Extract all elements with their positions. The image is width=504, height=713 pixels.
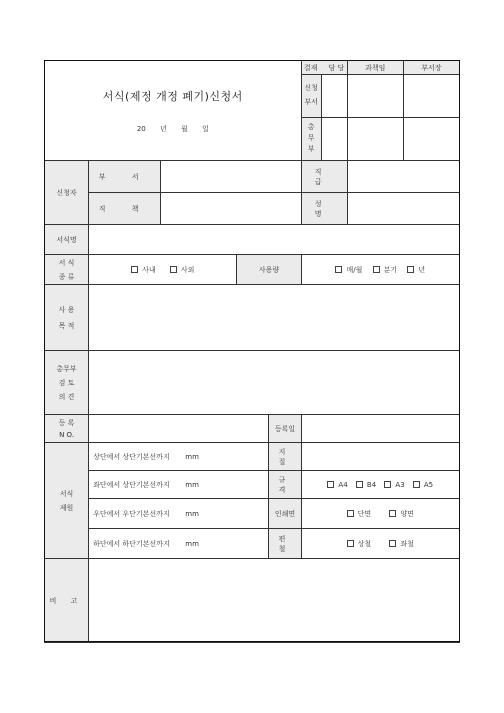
size-b4[interactable]: B4 — [356, 481, 376, 489]
form-title-cell — [45, 61, 302, 161]
size-options — [301, 471, 459, 499]
approval-sign-manager-2[interactable] — [347, 118, 403, 161]
spec-margin-bottom[interactable]: 하단에서 하단기본선까지 mm — [89, 529, 269, 559]
approval-col-manager: 과책임 — [347, 61, 403, 75]
checkbox-icon — [384, 481, 391, 488]
checkbox-icon — [131, 266, 138, 273]
print-double[interactable]: 양면 — [389, 509, 414, 519]
register-date-label: 등록일 — [269, 415, 301, 443]
paper-field[interactable] — [301, 443, 459, 471]
approval-header: 결재 담 당 — [301, 61, 347, 75]
form-type-options — [89, 255, 237, 285]
applicant-dept-field[interactable] — [161, 161, 301, 193]
bind-label: 편 철 — [269, 529, 301, 559]
checkbox-icon — [327, 481, 334, 488]
applicant-dept-label: 부 서 — [89, 161, 161, 193]
remarks-field[interactable] — [89, 559, 460, 643]
form-name-field[interactable] — [89, 225, 460, 255]
register-no-label: 등 록 N O. — [45, 415, 89, 443]
approval-sign-head-1[interactable] — [403, 75, 459, 118]
usage-options — [301, 255, 459, 285]
print-single[interactable]: 단면 — [347, 509, 372, 519]
approval-row-general — [301, 118, 347, 161]
spec-margin-left[interactable]: 좌단에서 상단기본선까지 mm — [89, 471, 269, 499]
checkbox-icon — [389, 510, 396, 517]
purpose-label: 사 용 목 적 — [45, 285, 89, 351]
approval-col-head: 부서장 — [403, 61, 459, 75]
register-date-field[interactable] — [301, 415, 459, 443]
approval-sign-head-2[interactable] — [403, 118, 459, 161]
paper-label: 지 질 — [269, 443, 301, 471]
print-label: 인쇄면 — [269, 499, 301, 529]
checkbox-icon — [356, 481, 363, 488]
checkbox-icon — [389, 540, 396, 547]
approval-col-staff: 담 당 — [328, 63, 345, 72]
checkbox-icon — [347, 540, 354, 547]
review-field[interactable] — [89, 351, 460, 415]
bind-left[interactable]: 좌철 — [389, 539, 414, 549]
checkbox-icon — [170, 266, 177, 273]
spec-label: 서식 제원 — [45, 443, 89, 559]
form-type-internal[interactable]: 사내 — [131, 265, 156, 275]
applicant-label: 신청자 — [45, 161, 89, 225]
checkbox-icon — [373, 266, 380, 273]
bind-top[interactable]: 상철 — [347, 539, 372, 549]
checkbox-icon — [407, 266, 414, 273]
approval-row2-label: 총 무 부 — [302, 118, 322, 160]
size-a5[interactable]: A5 — [413, 481, 433, 489]
usage-quarterly[interactable]: 분기 — [373, 265, 398, 275]
size-a3[interactable]: A3 — [384, 481, 404, 489]
applicant-duty-field[interactable] — [161, 193, 301, 225]
purpose-field[interactable] — [89, 285, 460, 351]
checkbox-icon — [347, 510, 354, 517]
applicant-duty-label: 직 책 — [89, 193, 161, 225]
usage-yearly[interactable]: 년 — [407, 265, 425, 275]
register-no-field[interactable] — [89, 415, 269, 443]
bind-options — [301, 529, 459, 559]
approval-row-applicant — [301, 75, 347, 118]
spec-margin-right[interactable]: 우단에서 우단기본선까지 mm — [89, 499, 269, 529]
applicant-grade-field[interactable] — [347, 161, 459, 193]
form-name-label: 서식명 — [45, 225, 89, 255]
print-options — [301, 499, 459, 529]
applicant-name-field[interactable] — [347, 193, 459, 225]
form-title: 서식(제정 개정 폐기)신청서 — [102, 89, 243, 103]
date-line: 20 년 월 일 — [136, 124, 209, 133]
usage-label: 사용량 — [237, 255, 301, 285]
applicant-grade-label: 직 급 — [301, 161, 347, 193]
form-table — [44, 60, 460, 643]
spec-margin-top[interactable]: 상단에서 상단기본선까지 mm — [89, 443, 269, 471]
review-label: 총무부 검 토 의 견 — [45, 351, 89, 415]
approval-sign-manager-1[interactable] — [347, 75, 403, 118]
approval-row1-label: 신청 부서 — [302, 75, 322, 117]
usage-monthly[interactable]: 매/월 — [335, 265, 362, 275]
application-form — [44, 60, 460, 642]
remarks-label: 비 고 — [45, 559, 89, 643]
size-a4[interactable]: A4 — [327, 481, 347, 489]
form-type-external[interactable]: 사외 — [170, 265, 195, 275]
checkbox-icon — [335, 266, 342, 273]
checkbox-icon — [413, 481, 420, 488]
size-label: 규 격 — [269, 471, 301, 499]
applicant-name-label: 성 명 — [301, 193, 347, 225]
form-type-label: 서 식 종 류 — [45, 255, 89, 285]
